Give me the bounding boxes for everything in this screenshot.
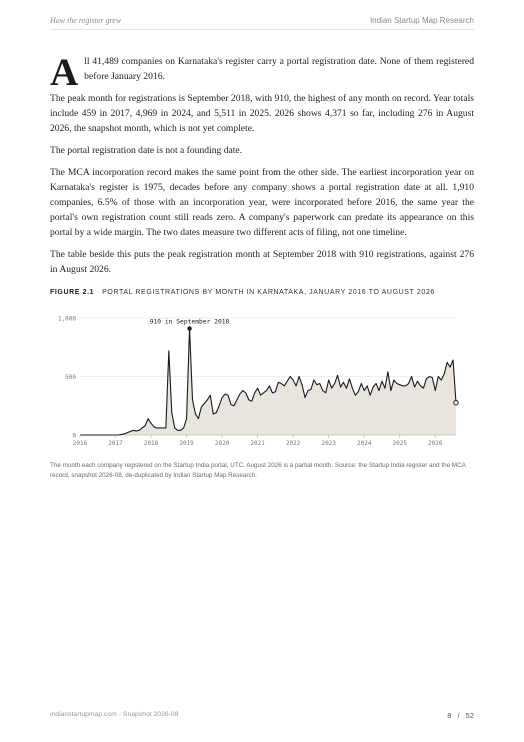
running-header-publication: Indian Startup Map Research [369,16,474,25]
x-tick-label: 2017 [108,440,123,447]
x-tick-label: 2018 [143,440,159,447]
x-tick-label: 2022 [285,440,301,447]
paragraph-2: The peak month for registrations is September 2018, with 910, the highest of any month on record. Year totals include 459 in 2017, 4,969 in 2024, and 5,511 in 2025. 2026 shows 4,371 so far, including 276 in August 2026, the snapshot month, which is not yet complete. [50,93,474,134]
y-tick-label: 0 [72,432,76,440]
x-tick-label: 2020 [214,440,230,447]
y-tick-label: 1,000 [57,315,76,323]
footer-source: indianstartupmap.com · Snapshot 2026-08 [50,711,179,718]
paragraph-4: The MCA incorporation record makes the same point from the other side. The earliest incorporation year on Karnataka's register is 1975, decades before any company shows a portal registration date at all. 1,910 companies, 6.5% of those with an incorporation year, were incorporated before 2016, the same year the portal's own registration count still reads zero. A company's paperwork can predate its appearance on this portal by a wide margin. The two dates measure two different acts of filing, not one timeline. [50,167,474,238]
peak-marker [187,326,191,330]
x-tick-label: 2025 [392,440,407,447]
running-header [50,16,474,30]
peak-annotation: 910 in September 2018 [149,318,230,326]
paragraph-3: The portal registration date is not a founding date. [50,145,243,156]
figure-title: PORTAL REGISTRATIONS BY MONTH IN KARNATAKA, JANUARY 2016 TO AUGUST 2026 [102,289,435,296]
page-total: 52 [465,711,474,720]
latest-month-marker [454,401,458,405]
article-body [50,51,474,284]
paragraph-1-text: ll 41,489 companies on Karnataka's register carry a portal registration date. None of them registered before January 2016. [84,56,474,82]
page-separator: / [457,711,460,720]
figure-caption: The month each company registered on the Startup India portal, UTC. August 2026 is a partial month. Source: the Startup India register and the MCA record, snapshot 2026-08, de-duplicated by Indian Startup Map Research. [50,462,466,479]
page-number [447,711,474,720]
paragraph-5: The table beside this puts the peak registration month at September 2018 with 910 registrations, against 276 in August 2026. [50,249,474,275]
page-current: 8 [447,711,452,720]
x-tick-label: 2016 [72,440,88,447]
x-tick-label: 2024 [356,440,372,447]
figure-separator: · [96,289,100,296]
registrations-chart [50,308,474,454]
x-tick-label: 2026 [428,440,443,447]
paragraph-1 [50,51,474,94]
registrations-area [80,329,456,435]
x-tick-label: 2021 [250,440,265,447]
running-header-chapter: How the register grew [50,16,122,25]
x-tick-label: 2019 [179,440,194,447]
y-tick-label: 500 [65,374,76,381]
x-tick-label: 2023 [321,440,336,447]
drop-cap: A [50,51,79,94]
figure-label [50,289,435,296]
figure-number: FIGURE 2.1 [50,289,95,296]
